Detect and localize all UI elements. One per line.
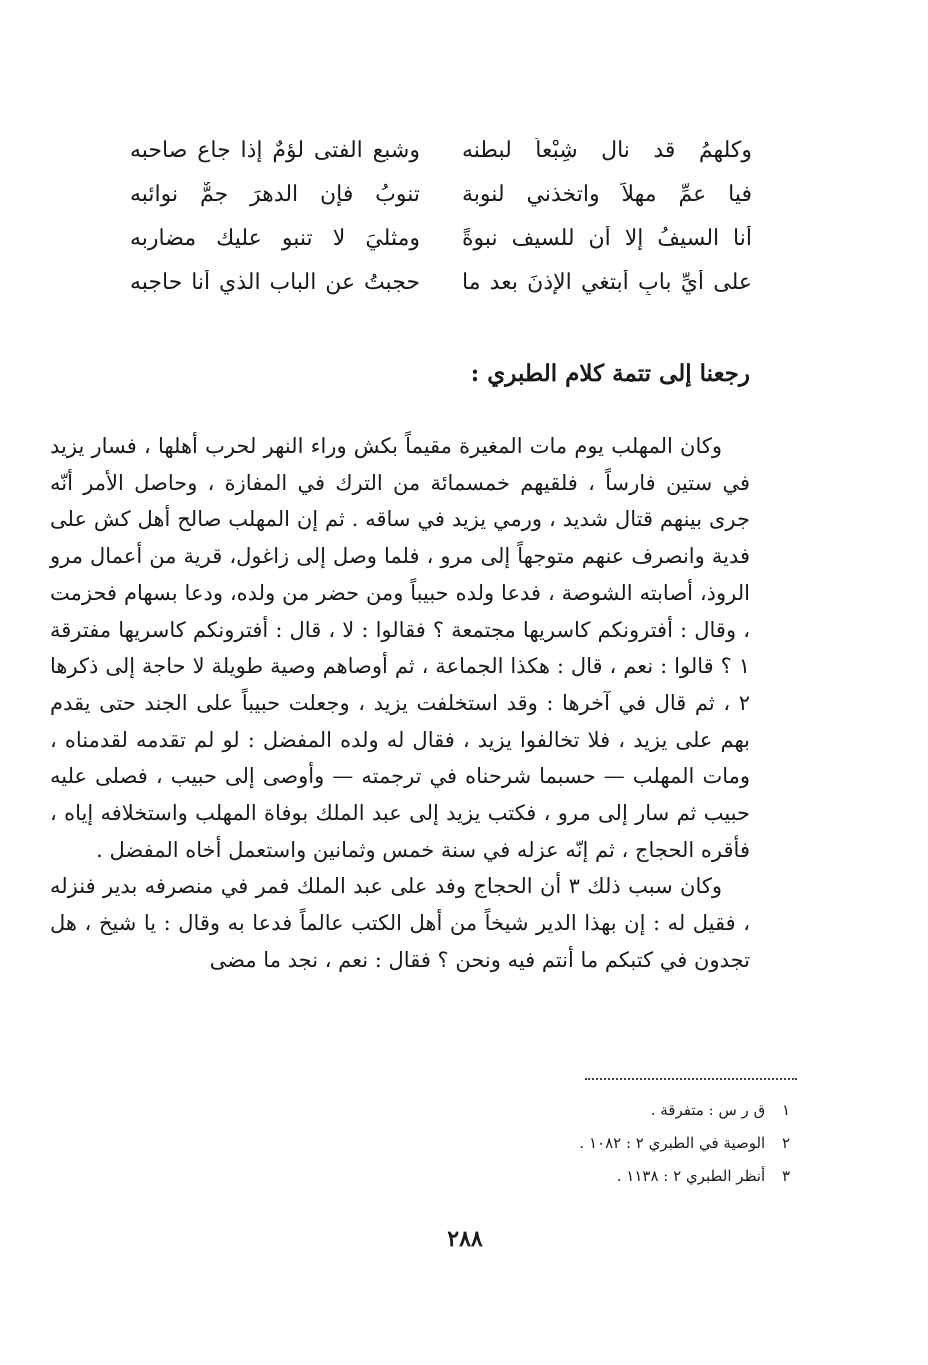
footnote-number: ٢ (781, 1134, 790, 1152)
footnotes (390, 1094, 790, 1193)
verse-first-hemistich: وكلهمُ قد نال شِبْعاً لبطنه (462, 137, 752, 163)
page-number: ٢٨٨ (447, 1226, 483, 1252)
verse-first-hemistich: فيا عمِّ مهلاً واتخذني لنوبة (462, 181, 752, 207)
verse-first-hemistich: على أيِّ بابٍ أبتغي الإذنَ بعد ما (462, 269, 752, 295)
footnote-text: أنظر الطبري ٢ : ١١٣٨ . (616, 1167, 766, 1185)
verse (130, 260, 752, 304)
verse-second-hemistich: تنوبُ فإن الدهرَ جمٌّ نوائبه (130, 181, 420, 207)
body-text (50, 428, 750, 979)
footnote-text: الوصية في الطبري ٢ : ١٠٨٢ . (579, 1134, 766, 1152)
footnote-number: ٣ (781, 1167, 790, 1185)
verse (130, 216, 752, 260)
footnote (390, 1127, 790, 1160)
verse-second-hemistich: ومثليَ لا تنبو عليك مضاربه (130, 225, 420, 251)
paragraph: وكان المهلب يوم مات المغيرة مقيماً بكش وراء النهر لحرب أهلها ، فسار يزيد في ستين فارساً ، فلقيهم خمسمائة من الترك في المفازة ، وحاصل الأمر أنّه جرى بينهم قتال شديد ، ورمي يزيد في ساقه . ثم إن المهلب صالح أهل كش على فدية وانصرف عنهم متوجهاً إلى مرو ، فلما وصل إلى زاغول، قرية من أعمال مرو الروذ، أصابته الشوصة ، فدعا ولده حبيباً ومن حضر من ولده، ودعا بسهام فحزمت ، وقال : أفترونكم كاسريها مجتمعة ؟ فقالوا : لا ، قال : أفترونكم كاسريها مفترقة ١ ؟ قالوا : نعم ، قال : هكذا الجماعة ، ثم أوصاهم وصية طويلة لا حاجة إلى ذكرها ٢ ، ثم قال في آخرها : وقد استخلفت يزيد ، وجعلت حبيباً على الجند حتى يقدم بهم على يزيد ، فلا تخالفوا يزيد ، فقال له ولده المفضل : لو لم تقدمه لقدمناه ، ومات المهلب — حسبما شرحناه في ترجمته — وأوصى إلى حبيب ، فصلى عليه حبيب ثم سار إلى مرو ، فكتب يزيد إلى عبد الملك بوفاة المهلب واستخلافه إياه ، فأقره الحجاج ، ثم إنّه عزله في سنة خمس وثمانين واستعمل أخاه المفضل . (50, 434, 751, 862)
verse (130, 128, 752, 172)
verse-second-hemistich: حجبتُ عن الباب الذي أنا حاجبه (130, 269, 420, 295)
verse-first-hemistich: أنا السيفُ إلا أن للسيف نبوةً (462, 225, 752, 251)
footnote-separator (585, 1078, 797, 1080)
footnote (390, 1094, 790, 1127)
section-heading: رجعنا إلى تتمة كلام الطبري : (470, 360, 750, 387)
verse (130, 172, 752, 216)
poem (130, 128, 752, 304)
paragraph: وكان سبب ذلك ٣ أن الحجاج وفد على عبد الملك فمر في منصرفه بدير فنزله ، فقيل له : إن بهذا الدير شيخاً من أهل الكتب عالماً فدعا به وقال : يا شيخ ، هل تجدون في كتبكم ما أنتم فيه ونحن ؟ فقال : نعم ، نجد ما مضى (50, 874, 750, 972)
footnote-text: ق ر س : متفرقة . (650, 1101, 766, 1119)
footnote (390, 1160, 790, 1193)
footnote-number: ١ (781, 1101, 790, 1119)
verse-second-hemistich: وشبع الفتى لؤمٌ إذا جاع صاحبه (130, 137, 420, 163)
